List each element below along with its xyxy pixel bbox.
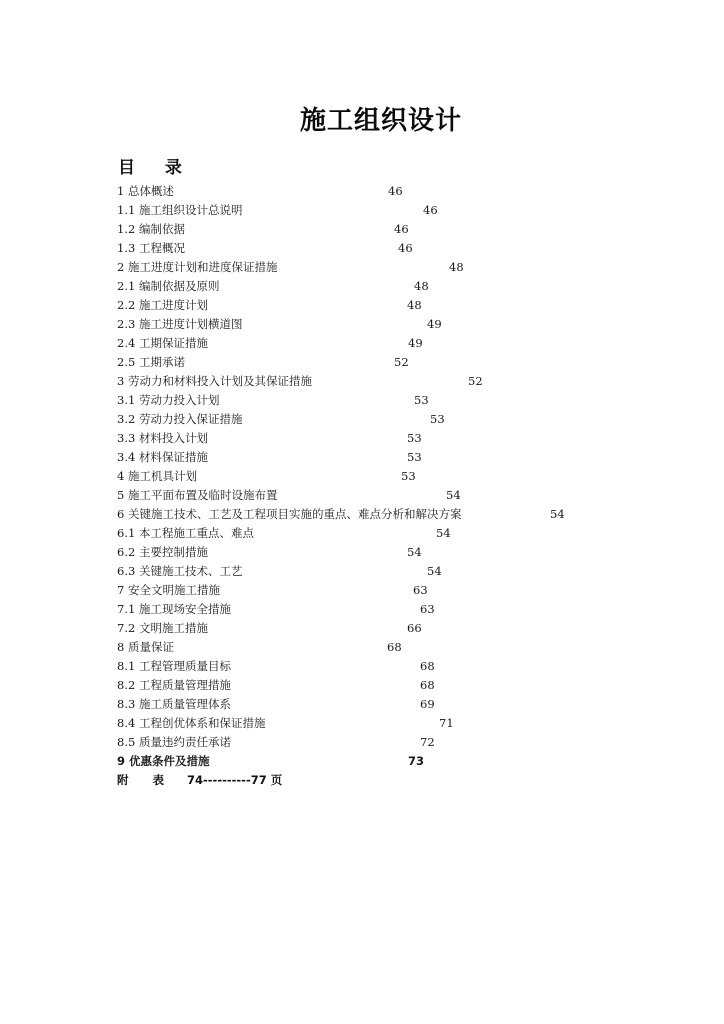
toc-entry-label: 3.1 劳动力投入计划 [117, 393, 220, 407]
toc-entry[interactable] [0, 392, 724, 408]
toc-entry-page: 53 [430, 412, 445, 426]
toc-entry[interactable] [0, 335, 724, 351]
toc-entry-label: 8.4 工程创优体系和保证措施 [117, 716, 266, 730]
toc-entry-label: 7.2 文明施工措施 [117, 621, 208, 635]
toc-entry-label: 6.2 主要控制措施 [117, 545, 208, 559]
toc-entry[interactable] [0, 563, 724, 579]
toc-entry-page: 69 [420, 697, 435, 711]
toc-entry-label: 6 关键施工技术、工艺及工程项目实施的重点、难点分析和解决方案 [117, 507, 462, 521]
toc-entry[interactable] [0, 506, 724, 522]
toc-entry[interactable] [0, 373, 724, 389]
appendix-label: 附 表 [117, 773, 175, 787]
toc-entry-label: 1.1 施工组织设计总说明 [117, 203, 243, 217]
toc-entry-page: 54 [550, 507, 565, 521]
toc-entry-label: 2.1 编制依据及原则 [117, 279, 220, 293]
toc-entry-page: 49 [427, 317, 442, 331]
toc-entry-page: 63 [420, 602, 435, 616]
toc-entry[interactable] [0, 449, 724, 465]
toc-entry-label: 1.2 编制依据 [117, 222, 185, 236]
toc-entry-label: 6.1 本工程施工重点、难点 [117, 526, 254, 540]
toc-entry-page: 54 [407, 545, 422, 559]
toc-entry-page: 72 [420, 735, 435, 749]
toc-entry-label: 1.3 工程概况 [117, 241, 185, 255]
toc-entry-label: 2 施工进度计划和进度保证措施 [117, 260, 278, 274]
toc-entry-page: 53 [407, 431, 422, 445]
toc-entry[interactable] [0, 658, 724, 674]
toc-entry[interactable] [0, 696, 724, 712]
toc-entry[interactable] [0, 544, 724, 560]
toc-entry[interactable] [0, 202, 724, 218]
toc-entry[interactable] [0, 620, 724, 636]
toc-entry-page: 53 [401, 469, 416, 483]
toc-entry-page: 54 [427, 564, 442, 578]
toc-entry-label: 4 施工机具计划 [117, 469, 197, 483]
toc-entry-page: 53 [407, 450, 422, 464]
toc-entry-label: 8 质量保证 [117, 640, 174, 654]
toc-entry[interactable] [0, 430, 724, 446]
toc-entry-label: 6.3 关键施工技术、工艺 [117, 564, 243, 578]
toc-entry-page: 46 [398, 241, 413, 255]
toc-entry-label: 1 总体概述 [117, 184, 174, 198]
toc-entry[interactable] [0, 677, 724, 693]
toc-entry-page: 68 [420, 678, 435, 692]
toc-entry[interactable] [0, 734, 724, 750]
toc-entry-label: 9 优惠条件及措施 [117, 754, 210, 768]
toc-entry-label: 8.3 施工质量管理体系 [117, 697, 231, 711]
toc-entry-label: 7 安全文明施工措施 [117, 583, 220, 597]
toc-entry-page: 73 [408, 754, 425, 768]
toc-entry[interactable] [0, 639, 724, 655]
toc-entry-label: 8.5 质量违约责任承诺 [117, 735, 231, 749]
toc-entry[interactable] [0, 411, 724, 427]
toc-entry[interactable] [0, 278, 724, 294]
toc-entry-page: 48 [407, 298, 422, 312]
toc-entry[interactable] [0, 316, 724, 332]
toc-entry-label: 3.3 材料投入计划 [117, 431, 208, 445]
toc-entry[interactable] [0, 354, 724, 370]
toc-entry-label: 3.4 材料保证措施 [117, 450, 208, 464]
appendix-page-range: 74----------77 页 [187, 773, 283, 787]
toc-entry[interactable] [0, 183, 724, 199]
toc-entry[interactable] [0, 715, 724, 731]
toc-entry[interactable] [0, 487, 724, 503]
toc-entry[interactable] [0, 221, 724, 237]
toc-entry-label: 2.4 工期保证措施 [117, 336, 208, 350]
toc-entry-label: 3.2 劳动力投入保证措施 [117, 412, 243, 426]
toc-entry[interactable] [0, 525, 724, 541]
toc-entry-page: 71 [439, 716, 454, 730]
toc-heading: 目 录 [118, 158, 194, 178]
toc-entry[interactable] [0, 582, 724, 598]
toc-entry[interactable] [0, 259, 724, 275]
toc-entry-page: 46 [423, 203, 438, 217]
toc-entry-page: 52 [468, 374, 483, 388]
toc-entry-page: 48 [414, 279, 429, 293]
toc-entry-label: 3 劳动力和材料投入计划及其保证措施 [117, 374, 312, 388]
toc-entry-page: 63 [413, 583, 428, 597]
toc-entry[interactable] [0, 601, 724, 617]
toc-entry-page: 52 [394, 355, 409, 369]
toc-entry-page: 49 [408, 336, 423, 350]
toc-entry-label: 8.1 工程管理质量目标 [117, 659, 231, 673]
toc-entry-page: 48 [449, 260, 464, 274]
toc-entry-page: 46 [388, 184, 403, 198]
toc-entry-label: 2.2 施工进度计划 [117, 298, 208, 312]
toc-entry-page: 66 [407, 621, 422, 635]
toc-entry-label: 7.1 施工现场安全措施 [117, 602, 231, 616]
toc-entry-label: 2.5 工期承诺 [117, 355, 185, 369]
toc-entry[interactable] [0, 753, 724, 769]
toc-entry[interactable] [0, 240, 724, 256]
toc-entry-page: 54 [436, 526, 451, 540]
toc-entry-page: 53 [414, 393, 429, 407]
toc-entry[interactable] [0, 468, 724, 484]
toc-entry[interactable] [0, 297, 724, 313]
toc-entry-page: 54 [446, 488, 461, 502]
toc-entry-label: 2.3 施工进度计划横道图 [117, 317, 243, 331]
toc-entry-page: 46 [394, 222, 409, 236]
toc-entry-label: 5 施工平面布置及临时设施布置 [117, 488, 278, 502]
document-title: 施工组织设计 [300, 106, 463, 136]
appendix-line [117, 772, 283, 788]
toc-entry-page: 68 [420, 659, 435, 673]
toc-entry-page: 68 [387, 640, 402, 654]
toc-entry-label: 8.2 工程质量管理措施 [117, 678, 231, 692]
